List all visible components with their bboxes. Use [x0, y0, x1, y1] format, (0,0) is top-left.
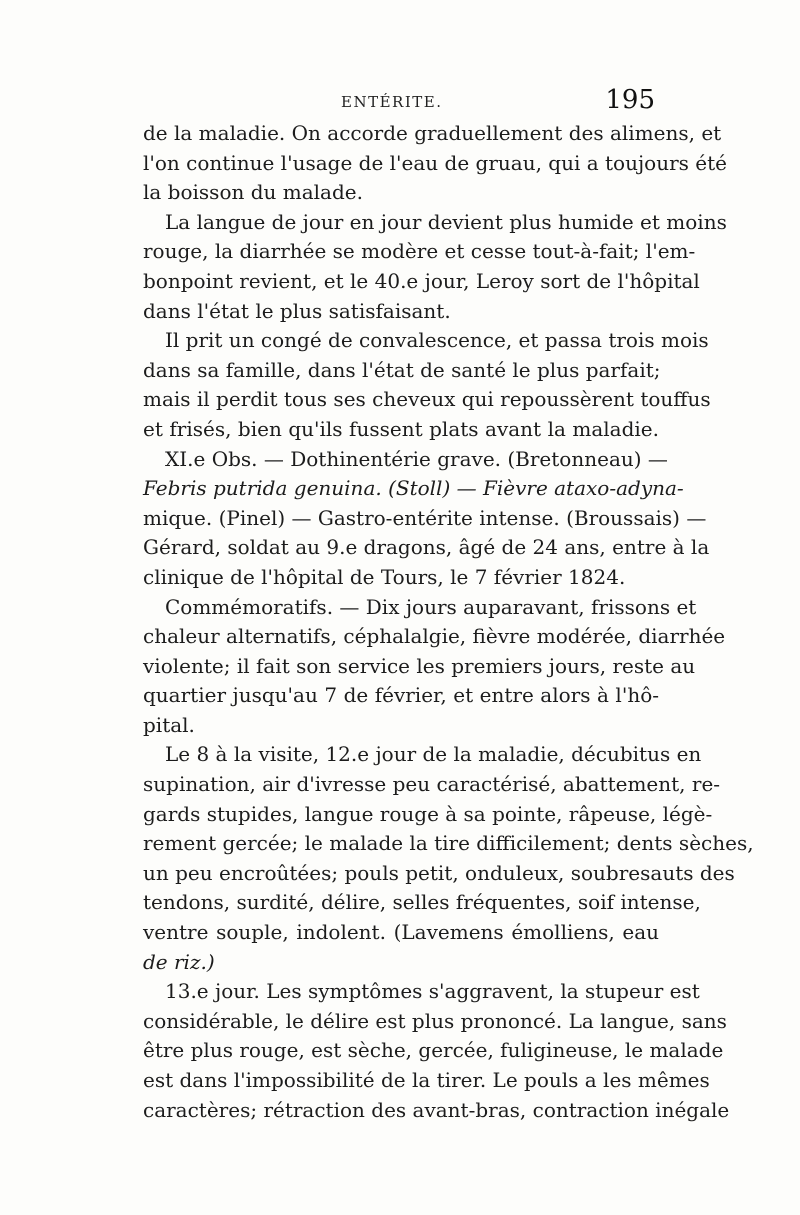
page-number: 195	[605, 85, 655, 115]
page-header	[143, 85, 655, 121]
text-line: pital.	[143, 712, 195, 737]
text-line: de riz.)	[143, 949, 215, 974]
text-line: mique. (Pinel) — Gastro-entérite intense. (Broussais) —	[143, 505, 707, 530]
text-line: violente; il fait son service les premiers jours, reste au	[143, 653, 696, 678]
text-line: Febris putrida genuina. (Stoll) — Fièvre ataxo-adyna-	[143, 476, 684, 501]
text-line: caractères; rétraction des avant-bras, contraction inégale	[143, 1097, 730, 1122]
running-head: ENTÉRITE.	[341, 93, 443, 111]
text-line: gards stupides, langue rouge à sa pointe, râpeuse, légè-	[143, 801, 713, 826]
text-line: La langue de jour en jour devient plus humide et moins	[165, 209, 727, 234]
text-line: 13.e jour. Les symptômes s'aggravent, la stupeur est	[165, 979, 700, 1004]
text-line: ventre souple, indolent. (Lavemens émolliens, eau	[143, 920, 659, 945]
text-line: un peu encroûtées; pouls petit, onduleux, soubresauts des	[143, 860, 735, 885]
text-line: XI.e Obs. — Dothinentérie grave. (Bretonneau) —	[165, 446, 668, 471]
text-line: Le 8 à la visite, 12.e jour de la maladie, décubitus en	[165, 742, 702, 767]
text-line: quartier jusqu'au 7 de février, et entre alors à l'hô-	[143, 683, 659, 708]
text-line: rouge, la diarrhée se modère et cesse tout-à-fait; l'em-	[143, 239, 696, 264]
text-line: dans l'état le plus satisfaisant.	[143, 298, 451, 323]
text-line: chaleur alternatifs, céphalalgie, fièvre modérée, diarrhée	[143, 624, 726, 649]
text-line: la boisson du malade.	[143, 180, 363, 205]
text-line: mais il perdit tous ses cheveux qui repoussèrent touffus	[143, 387, 711, 412]
text-line: et frisés, bien qu'ils fussent plats avant la maladie.	[143, 416, 659, 441]
text-line: considérable, le délire est plus prononcé. La langue, sans	[143, 1008, 727, 1033]
text-line: dans sa famille, dans l'état de santé le plus parfait;	[143, 357, 661, 382]
text-line: être plus rouge, est sèche, gercée, fuligineuse, le malade	[143, 1038, 724, 1063]
text-line: clinique de l'hôpital de Tours, le 7 février 1824.	[143, 564, 626, 589]
text-line: l'on continue l'usage de l'eau de gruau, qui a toujours été	[143, 150, 727, 175]
text-line: Gérard, soldat au 9.e dragons, âgé de 24 ans, entre à la	[143, 535, 710, 560]
text-line: tendons, surdité, délire, selles fréquentes, soif intense,	[143, 890, 701, 915]
body-text	[143, 119, 754, 1125]
text-line: bonpoint revient, et le 40.e jour, Leroy sort de l'hôpital	[143, 268, 700, 293]
text-line: Commémoratifs. — Dix jours auparavant, frissons et	[165, 594, 697, 619]
text-line: est dans l'impossibilité de la tirer. Le pouls a les mêmes	[143, 1068, 710, 1092]
text-line: rement gercée; le malade la tire difficilement; dents sèches,	[143, 831, 754, 856]
text-line: de la maladie. On accorde graduellement des alimens, et	[143, 121, 722, 145]
text-line: supination, air d'ivresse peu caractérisé, abattement, re-	[143, 772, 721, 797]
text-line: Il prit un congé de convalescence, et passa trois mois	[165, 328, 709, 353]
